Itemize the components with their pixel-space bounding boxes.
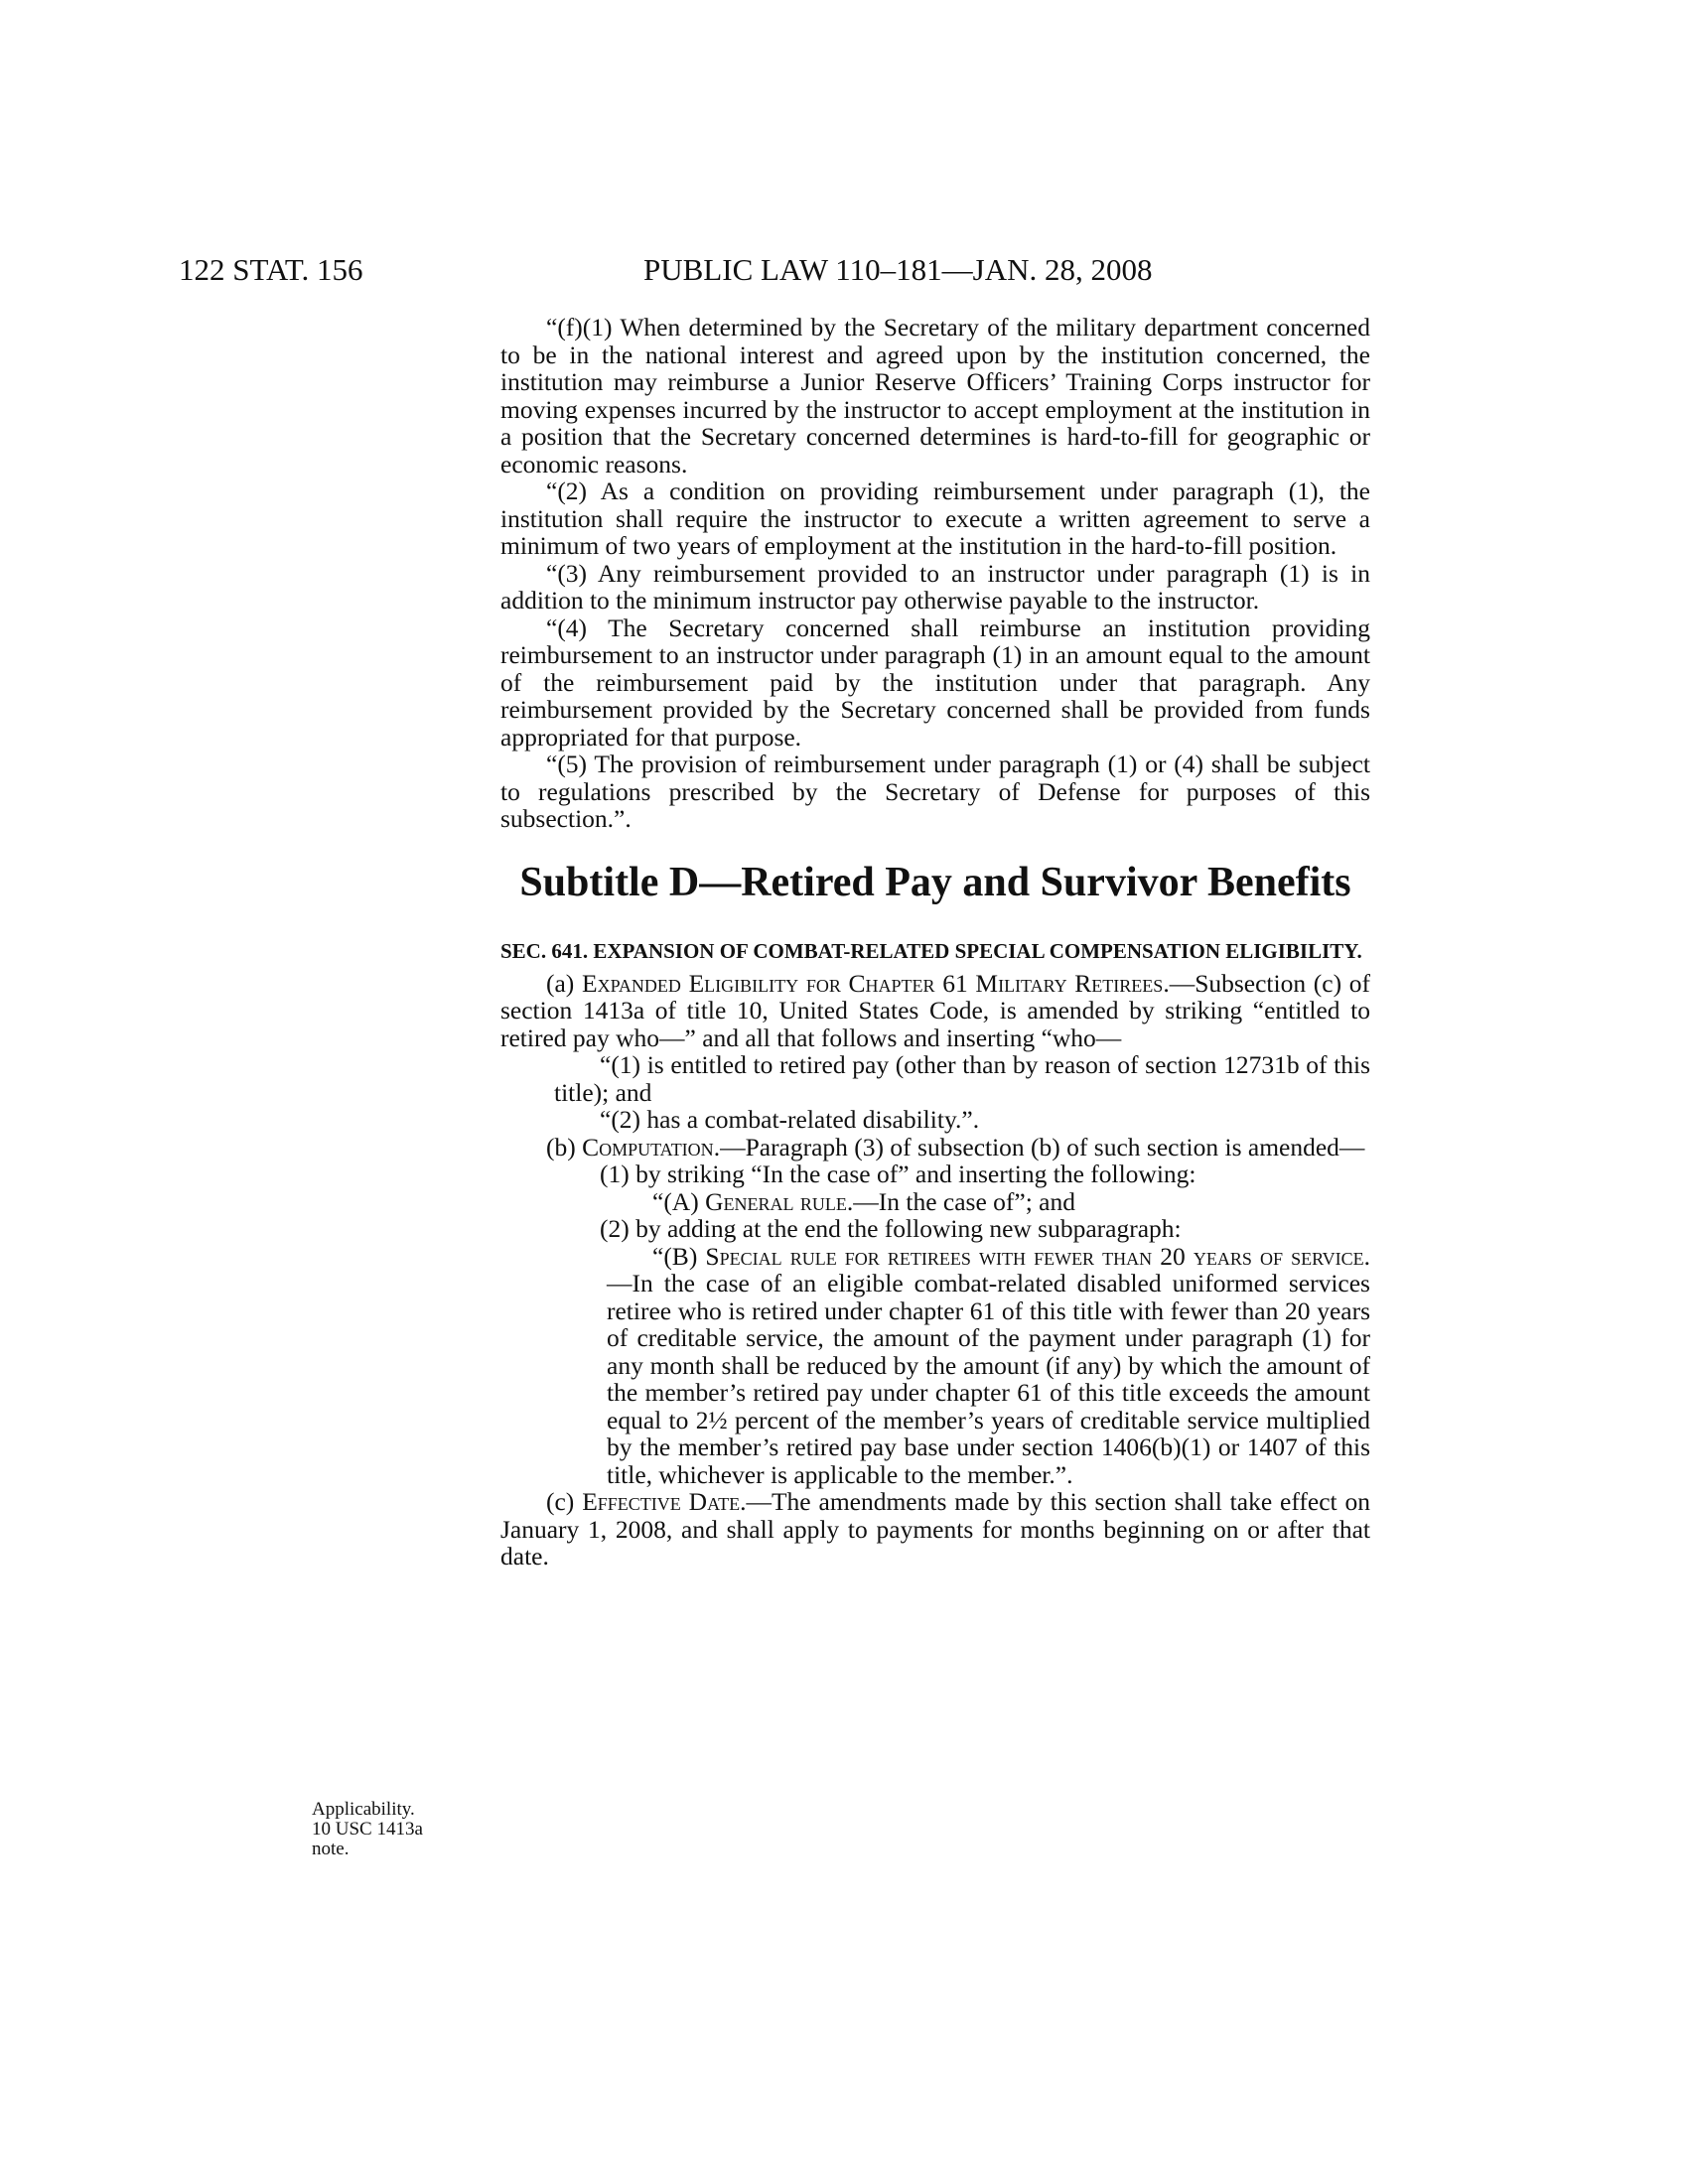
public-law-title: PUBLIC LAW 110–181—JAN. 28, 2008 (643, 252, 1153, 287)
section-heading: SEC. 641. EXPANSION OF COMBAT-RELATED SPECIAL COMPENSATION ELIGIBILITY. (500, 938, 1362, 963)
statute-page-number: 122 STAT. 156 (179, 252, 363, 287)
subsection-a-label: (a) (546, 968, 575, 998)
subtitle-heading: Subtitle D—Retired Pay and Survivor Benefits (519, 859, 1351, 905)
paragraph-f1: “(f)(1) When determined by the Secretary of the military department concerned to be in the national interest and agreed upon by the institution concerned, the institution may reimburse a Junior Reserve Officers’ Training Corps instructor for moving expenses incurred by the instructor to accept employment at the institution in a position that the Secretary concerned determines is hard-to-fill for geographic or economic reasons. (500, 313, 1370, 478)
subsection-b-item-1: (1) by striking “In the case of” and inserting the following: (600, 1160, 1196, 1188)
quote-a-open: “(A) (652, 1186, 706, 1216)
subsection-b-item-2: (2) by adding at the end the following new subparagraph: (600, 1214, 1182, 1243)
paragraph-f4: “(4) The Secretary concerned shall reimburse an institution providing reimbursement to an instructor under paragraph (1) in an amount equal to the amount of the reimbursement paid by the institution under that paragraph. Any reimbursement provided by the Secretary concerned shall be provided from funds appropriated for that purpose. (500, 613, 1370, 751)
subsection-a-text: .—Subsection (c) of section 1413a of title 10, United States Code, is amended by striking “entitled to retired pay who—” and all that follows and inserting “who— (500, 968, 1371, 1052)
subsection-a-item-2: “(2) has a combat-related disability.”. (600, 1105, 980, 1134)
subsection-c-caption: Effective Date (582, 1487, 741, 1516)
subsection-c-text: .—The amendments made by this section shall take effect on January 1, 2008, and shall apply to payments for months beginning on or after that date. (500, 1487, 1370, 1570)
subsection-b (500, 1134, 1370, 1161)
margin-note-line-2: 10 USC 1413a (312, 1819, 423, 1840)
margin-note (312, 1800, 481, 1859)
paragraph-f5: “(5) The provision of reimbursement under paragraph (1) or (4) shall be subject to regulations prescribed by the Secretary of Defense for purposes of this subsection.”. (500, 750, 1370, 833)
subsection-b-text: .—Paragraph (3) of subsection (b) of such section is amended— (713, 1132, 1365, 1161)
subsection-b-label: (b) (546, 1132, 576, 1161)
quote-a-caption: General rule (705, 1186, 847, 1216)
subsection-b-caption: Computation (582, 1132, 714, 1161)
document-body (500, 314, 1370, 1570)
quote-a-rest: .—In the case of”; and (846, 1186, 1075, 1216)
quote-b-rest: .—In the case of an eligible combat-related disabled uniformed services retiree who is retired under chapter 61 of this title with fewer than 20 years of creditable service, the amount of the payment under paragraph (1) for any month shall be reduced by the amount (if any) by which the amount of the member’s retired pay under chapter 61 of this title exceeds the amount equal to 2½ percent of the member’s years of creditable service multiplied by the member’s retired pay base under section 1406(b)(1) or 1407 of this title, whichever is applicable to the member.”. (607, 1241, 1371, 1489)
page-header (179, 250, 1370, 290)
subsection-b-item-1-quote (500, 1188, 1370, 1216)
margin-note-line-1: Applicability. (312, 1799, 415, 1820)
subsection-a (500, 970, 1370, 1052)
subsection-a-caption: Expanded Eligibility for Chapter 61 Military Retirees (582, 968, 1164, 998)
subsection-c-label: (c) (546, 1487, 575, 1516)
margin-note-line-3: note. (312, 1839, 350, 1859)
subsection-a-item-1: “(1) is entitled to retired pay (other than by reason of section 12731b of this title); and (554, 1050, 1370, 1107)
subsection-c (500, 1488, 1370, 1570)
quote-b-open: “(B) (652, 1241, 706, 1271)
quote-b-caption: Special rule for retirees with fewer than 20 years of service (705, 1241, 1364, 1271)
paragraph-f2: “(2) As a condition on providing reimbursement under paragraph (1), the institution shall require the instructor to execute a written agreement to serve a minimum of two years of employment at the institution in the hard-to-fill position. (500, 477, 1370, 560)
paragraph-f3: “(3) Any reimbursement provided to an instructor under paragraph (1) is in addition to the minimum instructor pay otherwise payable to the instructor. (500, 558, 1370, 614)
subsection-b-item-2-quote (500, 1243, 1370, 1489)
